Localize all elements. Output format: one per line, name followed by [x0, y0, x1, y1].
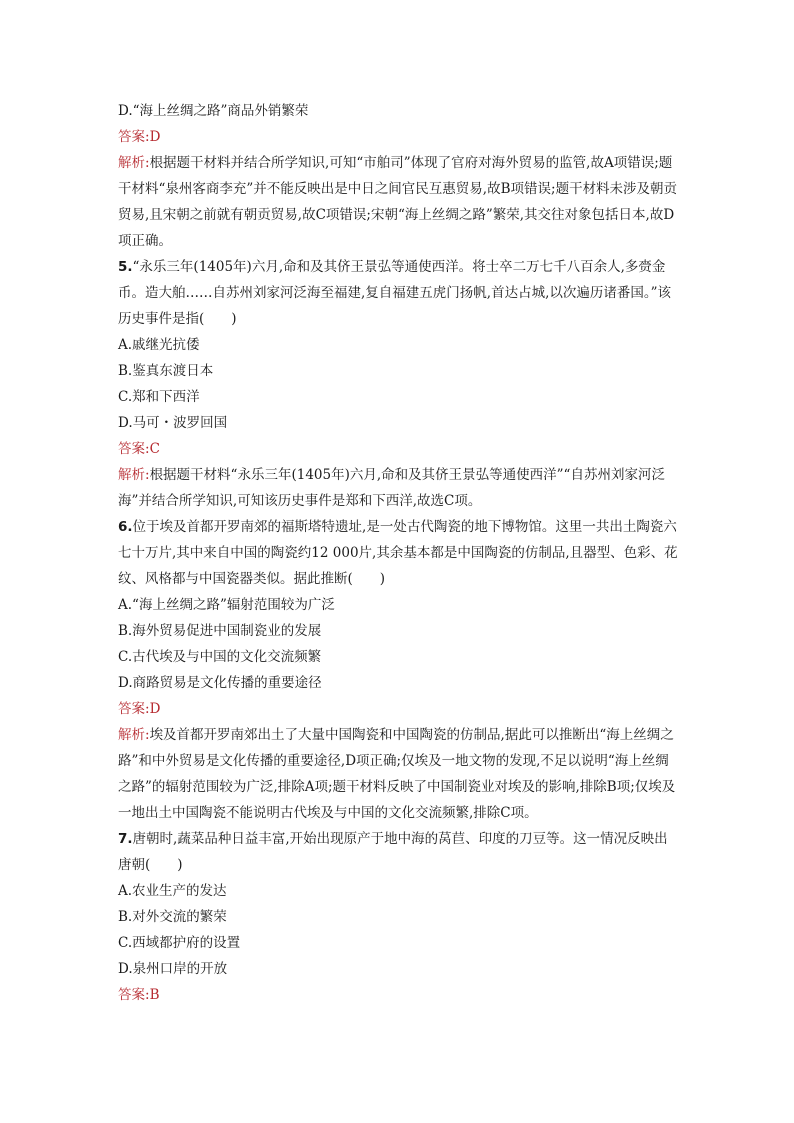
q6-option-b: B.海外贸易促进中国制瓷业的发展 — [118, 623, 322, 639]
q7-option-d: D.泉州口岸的开放 — [118, 961, 228, 977]
q5-option-a: A.戚继光抗倭 — [118, 337, 200, 353]
q5-answer — [118, 436, 678, 462]
q6-analysis-text: 埃及首都开罗南郊出土了大量中国陶瓷和中国陶瓷的仿制品,据此可以推断出“海上丝绸之路”和中外贸易是文化传播的重要途径,D项正确;仅埃及一地文物的发现,不足以说明“海上丝绸之路”的辐射范围较为广泛,排除A项;题干材料反映了中国制瓷业对埃及的影响,排除B项;仅埃及一地出土中国陶瓷不能说明古代埃及与中国的文化交流频繁,排除C项。 — [118, 727, 676, 821]
q7-stem — [118, 826, 678, 878]
q5-option-c: C.郑和下西洋 — [118, 389, 200, 405]
q6-answer-value: D — [149, 701, 161, 717]
q5-option-b: B.鉴真东渡日本 — [118, 363, 214, 379]
q4-analysis-label: 解析: — [118, 155, 150, 171]
q5-analysis — [118, 462, 678, 514]
document-page — [118, 98, 678, 1008]
q6-option-a: A.“海上丝绸之路”辐射范围较为广泛 — [118, 597, 335, 613]
q7-option-b: B.对外交流的繁荣 — [118, 909, 227, 925]
q4-answer — [118, 124, 678, 150]
q7-option-a: A.农业生产的发达 — [118, 883, 227, 899]
q6-stem — [118, 514, 678, 592]
q5-analysis-text: 根据题干材料“永乐三年(1405年)六月,命和及其侪王景弘等通使西洋”“自苏州刘家河泛海”并结合所学知识,可知该历史事件是郑和下西洋,故选C项。 — [118, 467, 665, 509]
q7-answer-label: 答案: — [118, 987, 150, 1003]
q7-option-c: C.西域都护府的设置 — [118, 935, 241, 951]
q4-answer-label: 答案: — [118, 129, 150, 145]
q6-number: 6. — [118, 519, 133, 535]
q5-stem — [118, 254, 678, 332]
q5-number: 5. — [118, 259, 133, 275]
q5-option-d: D.马可・波罗回国 — [118, 415, 228, 431]
q7-answer — [118, 982, 678, 1008]
q5-answer-value: C — [149, 441, 160, 457]
q5-stem-text: “永乐三年(1405年)六月,命和及其侪王景弘等通使西洋。将士卒二万七千八百余人,多赍金币。造大舶……自苏州刘家河泛海至福建,复自福建五虎门扬帆,首达占城,以次遍历诸番国。”该历史事件是指( ) — [118, 259, 672, 327]
q4-option-d: D.“海上丝绸之路”商品外销繁荣 — [118, 103, 309, 119]
q6-option-d: D.商路贸易是文化传播的重要途径 — [118, 675, 322, 691]
q4-analysis — [118, 150, 678, 254]
q6-stem-text: 位于埃及首都开罗南郊的福斯塔特遗址,是一处古代陶瓷的地下博物馆。这里一共出土陶瓷六七十万片,其中来自中国的陶瓷约12 000片,其余基本都是中国陶瓷的仿制品,且器型、色彩、花纹、风格都与中国瓷器类似。据此推断( ) — [118, 519, 678, 587]
q5-answer-label: 答案: — [118, 441, 150, 457]
q6-answer-label: 答案: — [118, 701, 150, 717]
q4-answer-value: D — [149, 129, 161, 145]
q6-analysis — [118, 722, 678, 826]
q7-number: 7. — [118, 831, 133, 847]
q6-analysis-label: 解析: — [118, 727, 150, 743]
q6-answer — [118, 696, 678, 722]
q6-option-c: C.古代埃及与中国的文化交流频繁 — [118, 649, 322, 665]
q7-stem-text: 唐朝时,蔬菜品种日益丰富,开始出现原产于地中海的莴苣、印度的刀豆等。这一情况反映出唐朝( ) — [118, 831, 668, 873]
q7-answer-value: B — [149, 987, 160, 1003]
q4-analysis-text: 根据题干材料并结合所学知识,可知“市舶司”体现了官府对海外贸易的监管,故A项错误;题干材料“泉州客商李充”并不能反映出是中日之间官民互惠贸易,故B项错误;题干材料未涉及朝贡贸易,且宋朝之前就有朝贡贸易,故C项错误;宋朝“海上丝绸之路”繁荣,其交往对象包括日本,故D项正确。 — [118, 155, 678, 249]
q5-analysis-label: 解析: — [118, 467, 150, 483]
